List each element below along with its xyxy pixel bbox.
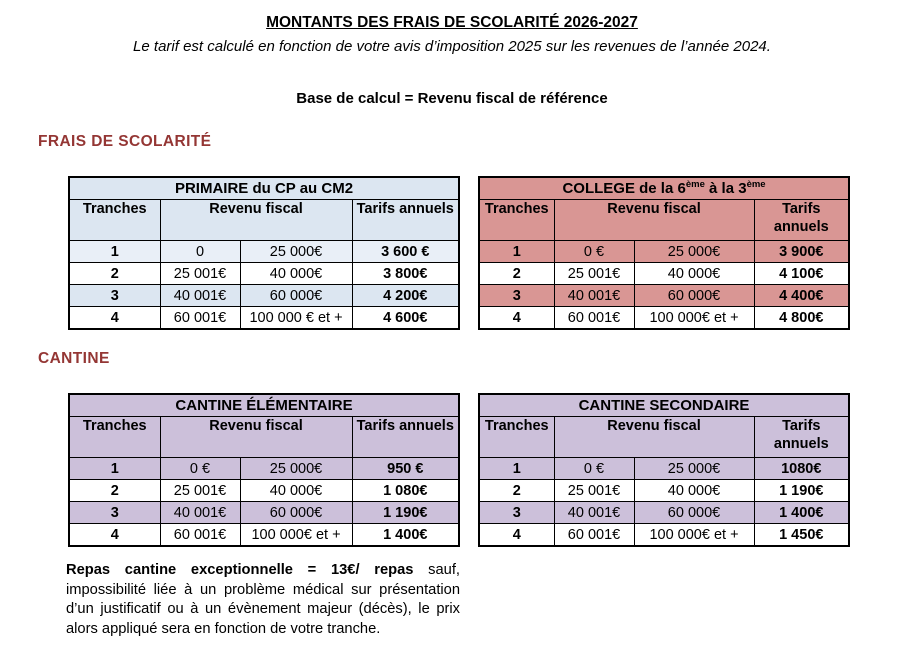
page-title: MONTANTS DES FRAIS DE SCOLARITÉ 2026-2027: [266, 14, 638, 31]
revenu-min-cell: 0 €: [160, 458, 240, 480]
tranche-cell: 4: [479, 307, 554, 330]
col-header-tranches: Tranches: [479, 200, 554, 241]
cantine-elementaire-title: CANTINE ÉLÉMENTAIRE: [69, 394, 459, 417]
revenu-max-cell: 60 000€: [240, 502, 352, 524]
col-header-tranches: Tranches: [69, 417, 160, 458]
cantine-secondaire-table: [478, 393, 850, 547]
revenu-max-cell: 60 000€: [240, 285, 352, 307]
revenu-max-cell: 40 000€: [634, 263, 754, 285]
revenu-min-cell: 60 001€: [554, 307, 634, 330]
table-title-row: [69, 394, 459, 417]
revenu-min-cell: 25 001€: [160, 480, 240, 502]
tranche-cell: 3: [69, 502, 160, 524]
revenu-min-cell: 25 001€: [554, 263, 634, 285]
table-row: [479, 241, 849, 263]
revenu-max-cell: 60 000€: [634, 285, 754, 307]
tarif-cell: 4 200€: [352, 285, 459, 307]
tarif-cell: 1 400€: [352, 524, 459, 547]
revenu-min-cell: 40 001€: [554, 502, 634, 524]
tarif-cell: 4 600€: [352, 307, 459, 330]
table-row: [69, 263, 459, 285]
col-header-revenu-fiscal: Revenu fiscal: [554, 417, 754, 458]
tranche-cell: 2: [69, 480, 160, 502]
table-row: [69, 480, 459, 502]
tranche-cell: 3: [69, 285, 160, 307]
table-row: [69, 502, 459, 524]
table-row: [479, 285, 849, 307]
table-row: [69, 524, 459, 547]
tranche-cell: 2: [69, 263, 160, 285]
section-heading-cantine: CANTINE: [38, 350, 110, 367]
tarif-cell: 3 600 €: [352, 241, 459, 263]
tarif-cell: 1 400€: [754, 502, 849, 524]
revenu-min-cell: 0 €: [554, 241, 634, 263]
revenu-max-cell: 100 000€ et +: [634, 307, 754, 330]
table-row: [69, 285, 459, 307]
tranche-cell: 1: [69, 241, 160, 263]
college-table: [478, 176, 850, 330]
revenu-min-cell: 25 001€: [160, 263, 240, 285]
revenu-max-cell: 40 000€: [240, 480, 352, 502]
col-header-tarifs-annuels: Tarifs annuels: [754, 200, 849, 241]
tranche-cell: 1: [69, 458, 160, 480]
table-row: [479, 502, 849, 524]
revenu-max-cell: 60 000€: [634, 502, 754, 524]
revenu-max-cell: 25 000€: [240, 241, 352, 263]
tranche-cell: 4: [69, 524, 160, 547]
revenu-min-cell: 40 001€: [160, 502, 240, 524]
tarif-cell: 1 450€: [754, 524, 849, 547]
table-row: [69, 458, 459, 480]
college-title-superscript: ème: [746, 178, 766, 190]
tranche-cell: 3: [479, 502, 554, 524]
table-header-row: [479, 200, 849, 241]
table-header-row: [479, 417, 849, 458]
tranche-cell: 4: [69, 307, 160, 330]
tarif-cell: 1 080€: [352, 480, 459, 502]
college-title-superscript: ème: [685, 178, 705, 190]
tranche-cell: 2: [479, 263, 554, 285]
revenu-min-cell: 0 €: [554, 458, 634, 480]
table-header-row: [69, 200, 459, 241]
table-row: [69, 307, 459, 330]
revenu-min-cell: 25 001€: [554, 480, 634, 502]
table-header-row: [69, 417, 459, 458]
tarif-cell: 1 190€: [754, 480, 849, 502]
revenu-min-cell: 60 001€: [160, 307, 240, 330]
tarif-cell: 1 190€: [352, 502, 459, 524]
college-title-part: COLLEGE de la 6: [562, 179, 686, 197]
note-regular-part: sauf, impossibilité liée à un problème médical sur présentation d’un justificatif ou à un évènement majeur (décès), le prix alors appliqué sera en fonction de votre tranche.: [66, 562, 460, 637]
col-header-tarifs-annuels: Tarifs annuels: [352, 200, 459, 241]
col-header-revenu-fiscal: Revenu fiscal: [160, 417, 352, 458]
revenu-min-cell: 0: [160, 241, 240, 263]
revenu-max-cell: 40 000€: [240, 263, 352, 285]
tarif-cell: 4 400€: [754, 285, 849, 307]
note-bold-part: Repas cantine exceptionnelle = 13€/ repas: [66, 562, 414, 578]
table-row: [479, 480, 849, 502]
revenu-max-cell: 40 000€: [634, 480, 754, 502]
tarif-cell: 4 800€: [754, 307, 849, 330]
base-de-calcul-line: Base de calcul = Revenu fiscal de référence: [296, 90, 608, 107]
tarif-cell: 1080€: [754, 458, 849, 480]
table-row: [479, 263, 849, 285]
section-heading-scolarite: FRAIS DE SCOLARITÉ: [38, 133, 212, 150]
revenu-min-cell: 60 001€: [554, 524, 634, 547]
table-row: [479, 307, 849, 330]
revenu-max-cell: 100 000€ et +: [634, 524, 754, 547]
tarif-cell: 3 800€: [352, 263, 459, 285]
tranche-cell: 4: [479, 524, 554, 547]
revenu-min-cell: 40 001€: [160, 285, 240, 307]
page-subtitle: Le tarif est calculé en fonction de votre avis d’imposition 2025 sur les revenues de l’année 2024.: [133, 38, 771, 55]
revenu-min-cell: 60 001€: [160, 524, 240, 547]
table-row: [69, 241, 459, 263]
revenu-max-cell: 25 000€: [240, 458, 352, 480]
college-title-part: à la 3: [704, 179, 747, 197]
tarif-cell: 3 900€: [754, 241, 849, 263]
revenu-max-cell: 100 000 € et +: [240, 307, 352, 330]
col-header-tranches: Tranches: [479, 417, 554, 458]
tranche-cell: 1: [479, 458, 554, 480]
primaire-table: [68, 176, 460, 330]
revenu-max-cell: 25 000€: [634, 241, 754, 263]
col-header-revenu-fiscal: Revenu fiscal: [160, 200, 352, 241]
table-row: [479, 524, 849, 547]
col-header-revenu-fiscal: Revenu fiscal: [554, 200, 754, 241]
col-header-tarifs-annuels: Tarifs annuels: [754, 417, 849, 458]
tranche-cell: 1: [479, 241, 554, 263]
col-header-tarifs-annuels: Tarifs annuels: [352, 417, 459, 458]
table-title-row: [479, 394, 849, 417]
primaire-table-title: PRIMAIRE du CP au CM2: [69, 177, 459, 200]
tranche-cell: 2: [479, 480, 554, 502]
revenu-max-cell: 25 000€: [634, 458, 754, 480]
cantine-elementaire-table: [68, 393, 460, 547]
table-title-row: [479, 177, 849, 200]
college-table-title: [479, 177, 849, 200]
revenu-max-cell: 100 000€ et +: [240, 524, 352, 547]
col-header-tranches: Tranches: [69, 200, 160, 241]
cantine-secondaire-title: CANTINE SECONDAIRE: [479, 394, 849, 417]
table-row: [479, 458, 849, 480]
revenu-min-cell: 40 001€: [554, 285, 634, 307]
tarif-cell: 4 100€: [754, 263, 849, 285]
cantine-exception-note: [66, 561, 460, 639]
tranche-cell: 3: [479, 285, 554, 307]
tarif-cell: 950 €: [352, 458, 459, 480]
table-title-row: [69, 177, 459, 200]
